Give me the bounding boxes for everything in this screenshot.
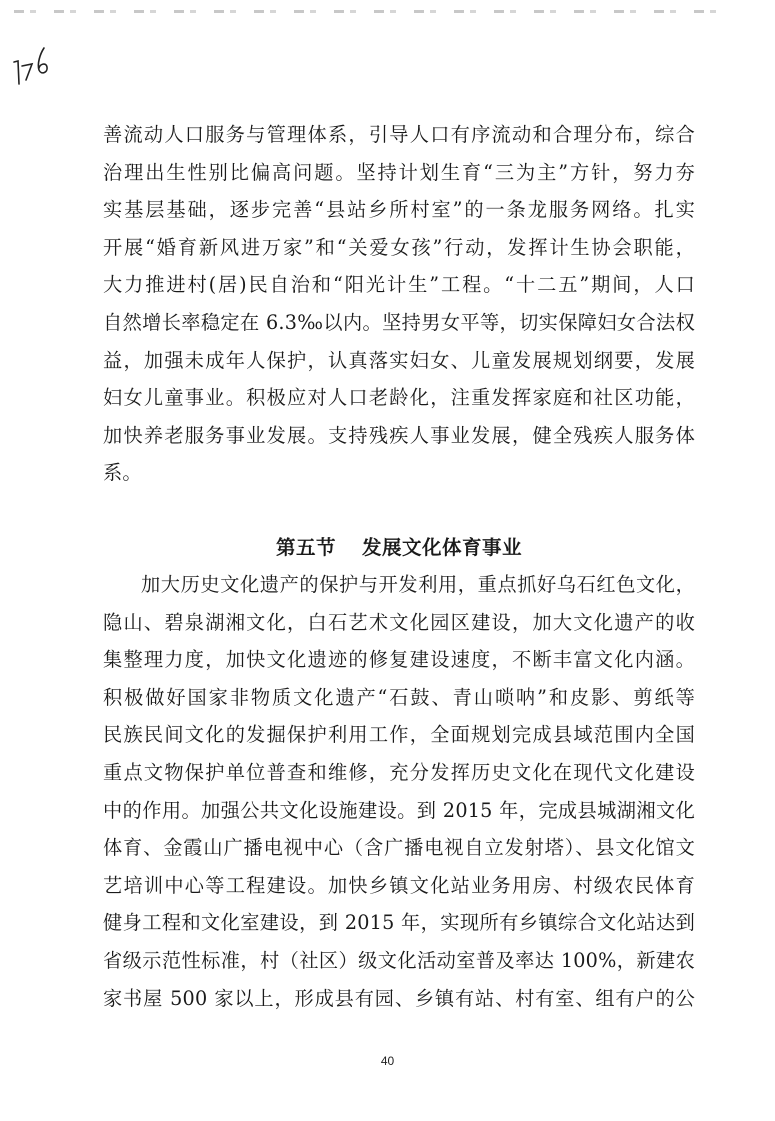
- text-line: 治理出生性别比偏高问题。坚持计划生育“三为主”方针，努力夯: [103, 160, 695, 184]
- page-number: 40: [380, 1054, 395, 1068]
- text-line: 体育、金霞山广播电视中心（含广播电视自立发射塔）、县文化馆文: [103, 836, 695, 860]
- text-line: 开展“婚育新风进万家”和“关爱女孩”行动，发挥计生协会职能，: [103, 235, 695, 259]
- text-line: 加大历史文化遗产的保护与开发利用，重点抓好乌石红色文化，: [141, 573, 695, 596]
- text-line: 善流动人口服务与管理体系，引导人口有序流动和合理分布，综合: [103, 123, 695, 146]
- text-line: 中的作用。加强公共文化设施建设。到 2015 年，完成县城湖湘文化: [103, 798, 695, 822]
- text-line: 集整理力度，加快文化遗迹的修复建设速度，不断丰富文化内涵。: [103, 648, 695, 672]
- text-line: 艺培训中心等工程建设。加快乡镇文化站业务用房、村级农民体育: [103, 873, 695, 897]
- text-line: 益，加强未成年人保护，认真落实妇女、儿童发展规划纲要，发展: [103, 348, 695, 372]
- text-line: 大力推进村(居)民自治和“阳光计生”工程。“十二五”期间，人口: [103, 273, 695, 297]
- text-line: 重点文物保护单位普查和维修，充分发挥历史文化在现代文化建设: [103, 760, 695, 784]
- text-line: 实基层基础，逐步完善“县站乡所村室”的一条龙服务网络。扎实: [103, 198, 695, 222]
- text-line: 省级示范性标准，村（社区）级文化活动室普及率达 100%，新建农: [103, 948, 695, 972]
- text-line: 妇女儿童事业。积极应对人口老龄化，注重发挥家庭和社区功能，: [103, 386, 695, 410]
- section-title: 发展文化体育事业: [362, 536, 523, 559]
- section-heading: [103, 530, 695, 566]
- text-line: 家书屋 500 家以上，形成县有园、乡镇有站、村有室、组有户的公: [103, 986, 695, 1010]
- text-line: 隐山、碧泉湖湘文化，白石艺术文化园区建设，加大文化遗产的收: [103, 610, 695, 634]
- paragraph-culture: [103, 566, 695, 1017]
- section-number: 第五节: [275, 536, 336, 559]
- text-line: 健身工程和文化室建设，到 2015 年，实现所有乡镇综合文化站达到: [103, 911, 695, 935]
- text-line: 民族民间文化的发掘保护利用工作，全面规划完成县域范围内全国: [103, 723, 695, 747]
- text-line: 系。: [103, 461, 142, 485]
- paragraph-population: [103, 116, 695, 492]
- scan-artifact-strip: [14, 10, 734, 13]
- text-line: 自然增长率稳定在 6.3‰以内。坚持男女平等，切实保障妇女合法权: [103, 310, 695, 334]
- text-line: 积极做好国家非物质文化遗产“石鼓、青山唢呐”和皮影、剪纸等: [103, 685, 695, 709]
- text-line: 加快养老服务事业发展。支持残疾人事业发展，健全残疾人服务体: [103, 423, 695, 447]
- handwritten-page-mark: [6, 44, 58, 86]
